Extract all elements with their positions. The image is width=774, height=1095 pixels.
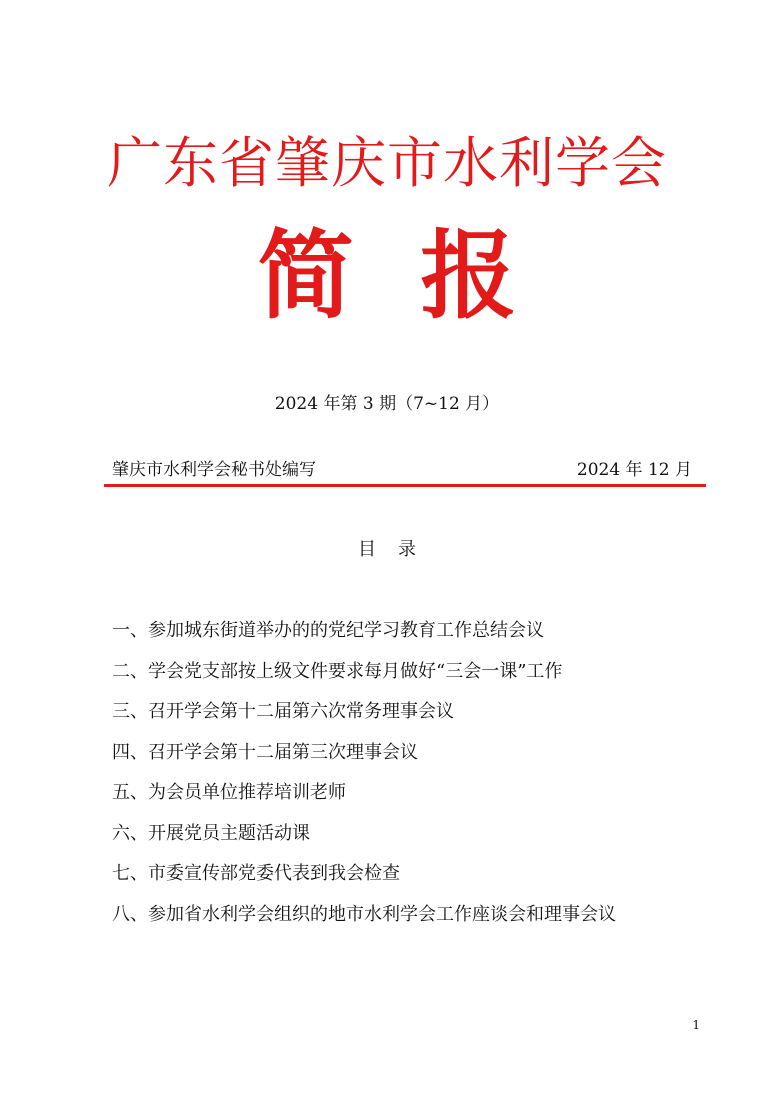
toc-item: 七、市委宣传部党委代表到我会检查: [112, 863, 400, 884]
toc-item: 四、召开学会第十二届第三次理事会议: [112, 741, 418, 763]
red-divider-line: [104, 484, 706, 487]
table-of-contents: [112, 618, 616, 942]
toc-item: 三、召开学会第十二届第六次常务理事会议: [112, 701, 454, 722]
toc-item: 六、开展党员主题活动课: [112, 822, 310, 844]
page-number: 1: [692, 1018, 700, 1032]
organization-title: 广东省肇庆市水利学会: [106, 131, 667, 195]
issue-number: 2024 年第 3 期（7~12 月）: [274, 394, 500, 414]
publish-date: 2024 年 12 月: [576, 460, 692, 480]
editor-line: 肇庆市水利学会秘书处编写: [112, 460, 316, 480]
toc-item: 二、学会党支部按上级文件要求每月做好“三会一课”工作: [112, 660, 563, 682]
toc-heading: 目录: [358, 539, 438, 560]
document-title: 简 报: [257, 219, 517, 332]
toc-item: 五、为会员单位推荐培训老师: [112, 782, 346, 803]
toc-item: 一、参加城东街道举办的的党纪学习教育工作总结会议: [112, 620, 544, 641]
toc-item: 八、参加省水利学会组织的地市水利学会工作座谈会和理事会议: [112, 903, 616, 925]
